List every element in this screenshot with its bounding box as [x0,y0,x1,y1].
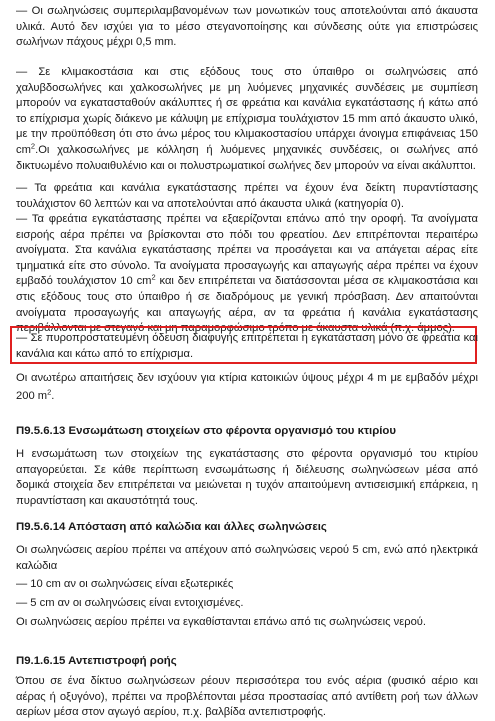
paragraph-shaft-ventilation [16,212,478,335]
paragraph-text: — Τα φρεάτια εγκατάστασης πρέπει να εξαερίζονται επάνω από την οροφή. Τα ανοίγματα εισροής αέρα πρέπει να βρίσκονται στο πόδι του φρεατίου. Δεν επιτρέπονται περαιτέρω ανοίγματα. Στα κανάλια εγκατάστασης πρέπει να προσάγεται και να απάγεται αέρας είτε τμηματικά είτε στο σύνολο. Τα ανοίγματα προσαγωγής και απαγωγής αέρα πρέπει να έχουν εμβαδό τουλάχιστον 10 cm [16,213,478,288]
section-body [16,543,478,574]
section-body [16,674,478,721]
paragraph-text: — Σε κλιμακοστάσια και στις εξόδους τους στο ύπαιθρο οι σωληνώσεις από χαλυβδοσωλήνες και χαλκοσωλήνες με μη λυόμενες μηχανικές συνδέσεις με συμπίεση μπορούν να εγκατασταθούν ακάλυπτες ή σε φρεάτια και κανάλια εγκατάστασης ή κάτω από το επίχρισμα χωρίς διάκενο με κάλυψη με επίχρισμα τουλάχιστον 15 mm από άκαυστο υλικό, με την προϋπόθεση ότι στο άνω μέρος του κλιμακοστασίου υπάρχει άνοιγμα επιφάνειας 150 cm [16,66,478,156]
paragraph-text: — Οι σωληνώσεις συμπεριλαμβανομένων των μονωτικών τους αποτελούνται από άκαυστα υλικά. Αυτό δεν ισχύει για το μέσο στεγανοποίησης και σύνδεσης ούτε για επιστρώσεις σωλήνων πάχους μέχρι 0,5 mm. [16,5,478,49]
section-title: Π9.5.6.13 Ενσωμάτωση στοιχείων στο φέροντα οργανισμό του κτιρίου [16,425,396,437]
paragraph-text: Η ενσωμάτωση των στοιχείων της εγκατάστασης στο φέροντα οργανισμό του κτιρίου απαγορεύεται. Σε κάθε περίπτωση ενσωμάτωσης ή διέλευσης σωληνώσεων μέσα από δομικά στοιχεία δεν επιτρέπεται να μειώνεται η τυχόν απαιτούμενη αντισεισμική επάρκεια, η πυραντίσταση και ακαυστότητά τους. [16,448,478,507]
paragraph-text: και δεν επιτρέπεται να διατάσσονται μέσα σε κλιμακοστάσια και στις εξόδους τους στο ύπαιθρο ή σε διαδρόμους με γενική πρόσβαση. Δεν απαιτούνται ανοίγματα προσαγωγής και απαγωγής αέρα, αν τα φρεάτια ή κανάλια εγκατάστασης περιβάλλονται με στεγανό και μη παραμορφώσιμο τρόπο με άκαυστα υλικά (π.χ. άμμος). [16,275,478,335]
paragraph-text: Όπου σε ένα δίκτυο σωληνώσεων ρέουν περισσότερα του ενός αέρια (φυσικό αέριο και αέρας ή οξυγόνο), πρέπει να προβλέπονται μέσα προστασίας από αντίθετη ροή των άλλων αερίων μέσα στον αγωγό αερίου, π.χ. βαλβίδα αντεπιστροφής. [16,675,478,719]
paragraph-exception [16,369,478,405]
section-body [16,447,478,509]
paragraph-text: — 10 cm αν οι σωληνώσεις είναι εξωτερικές [16,578,234,590]
paragraph-text: .Οι χαλκοσωλήνες με κόλληση ή λυόμενες μηχανικές συνδέσεις, οι σωλήνες από δικτυωμένο πολυαιθυλένιο και οι πολυστρωματικοί σωλήνες δεν μπορούν να είναι ακάλυπτοι. [16,143,478,172]
superscript: 2 [151,272,156,282]
paragraph-text: — 5 cm αν οι σωληνώσεις είναι εντοιχισμένες. [16,597,244,609]
superscript: 2 [47,387,52,397]
paragraph-text: — Σε πυροπροστατευμένη όδευση διαφυγής επιτρέπεται η εγκατάσταση μόνο σε φρεάτια και κανάλια και κάτω από το επίχρισμα. [16,332,478,360]
section-title: Π9.1.6.15 Αντεπιστροφή ροής [16,655,177,667]
section-title: Π9.5.6.14 Απόσταση από καλώδια και άλλες σωληνώσεις [16,521,327,533]
list-item [16,577,478,593]
paragraph-staircase-piping [16,65,478,174]
paragraph-text: Οι σωληνώσεις αερίου πρέπει να απέχουν από σωληνώσεις νερού 5 cm, ενώ από ηλεκτρικά καλώδια [16,544,478,572]
paragraph-text: . [51,390,55,402]
paragraph-text: — Τα φρεάτια και κανάλια εγκατάστασης πρέπει να έχουν ένα δείκτη πυραντίστασης τουλάχιστον 60 λεπτών και να αποτελούνται από άκαυστα υλικά (κατηγορία 0). [16,182,478,210]
paragraph-escape-route [16,331,478,362]
paragraph-insulation-materials [16,4,478,51]
paragraph-text: Οι ανωτέρω απαιτήσεις δεν ισχύουν για κτίρια κατοικιών ύψους μέχρι 4 m με εμβαδόν μέχρι 200 m [16,372,478,402]
paragraph-fire-resistance [16,181,478,212]
list-item [16,596,478,612]
section-body [16,615,478,631]
superscript: 2 [30,141,36,151]
paragraph-text: Οι σωληνώσεις αερίου πρέπει να εγκαθίστανται επάνω από τις σωληνώσεις νερού. [16,616,427,628]
